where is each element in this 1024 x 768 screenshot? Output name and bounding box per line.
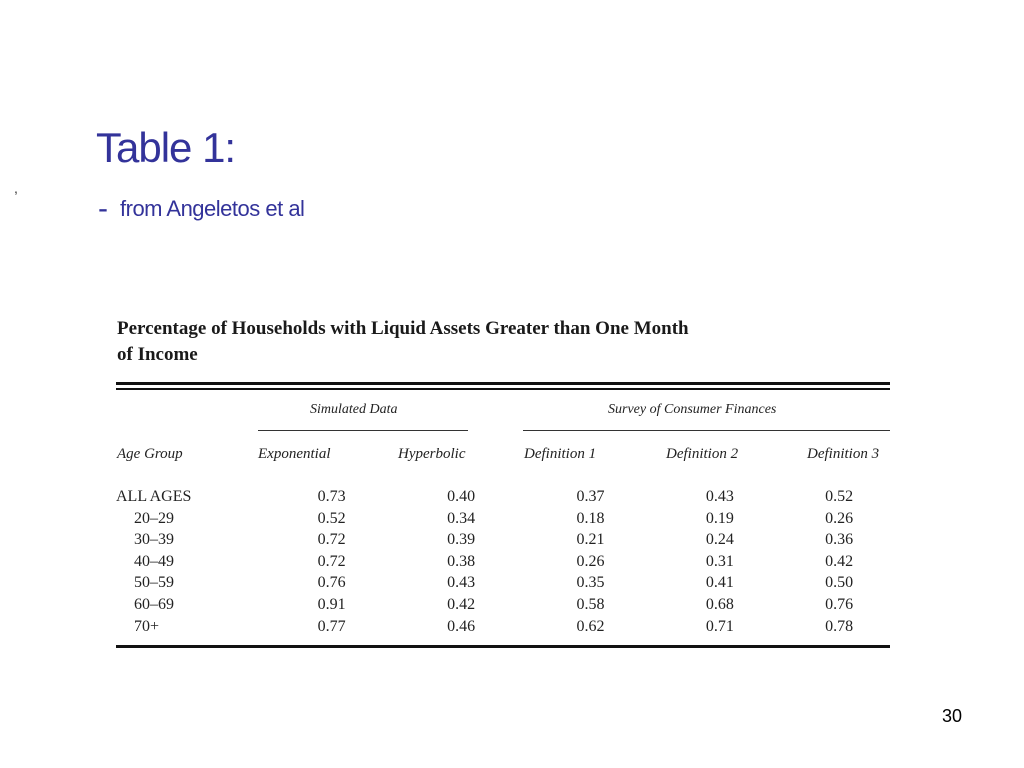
table-cell-hyperbolic: 0.38	[447, 552, 476, 570]
column-header-definition-3: Definition 3	[807, 446, 880, 462]
stray-mark: ,	[14, 180, 18, 196]
table-row	[116, 616, 890, 638]
table-bottom-rule	[116, 645, 890, 648]
table-caption-line2: of Income	[117, 344, 198, 365]
table-row	[116, 594, 890, 616]
column-header-definition-2: Definition 2	[666, 446, 739, 462]
table-cell-hyperbolic: 0.46	[447, 617, 476, 635]
table-cell-definition-1: 0.21	[576, 531, 605, 549]
table-cell-hyperbolic: 0.34	[447, 509, 476, 527]
table-cell-definition-1: 0.35	[576, 574, 605, 592]
table-body	[116, 486, 890, 637]
table-cell-exponential: 0.72	[317, 552, 346, 570]
data-table	[116, 486, 890, 637]
table-cell-age: 60–69	[134, 595, 174, 613]
column-header-exponential: Exponential	[258, 446, 331, 462]
table-cell-definition-2: 0.68	[705, 595, 734, 613]
table-cell-age: 20–29	[134, 509, 174, 527]
table-row	[116, 486, 890, 508]
table-cell-hyperbolic: 0.43	[447, 574, 476, 592]
table-cell-exponential: 0.52	[317, 509, 346, 527]
table-cell-definition-1: 0.62	[576, 617, 605, 635]
table-cell-definition-1: 0.37	[576, 488, 605, 505]
table-cell-age: 50–59	[134, 574, 174, 592]
column-header-age-group: Age Group	[117, 446, 183, 462]
table-row	[116, 572, 890, 594]
table-top-rule-double	[116, 388, 890, 390]
group-header-simulated: Simulated Data	[310, 402, 398, 417]
table-cell-age: 30–39	[134, 531, 174, 549]
table-cell-definition-3: 0.36	[825, 531, 854, 549]
table-cell-exponential: 0.73	[317, 488, 346, 505]
table-cell-age: 40–49	[134, 552, 174, 570]
table-cell-definition-2: 0.71	[705, 617, 734, 635]
subtitle-text: from Angeletos et al	[120, 196, 305, 221]
table-top-rule	[116, 382, 890, 385]
table-cell-definition-3: 0.52	[825, 488, 854, 505]
table-cell-definition-3: 0.76	[825, 595, 854, 613]
table-cell-exponential: 0.76	[317, 574, 346, 592]
column-header-definition-1: Definition 1	[524, 446, 597, 462]
table-cell-exponential: 0.72	[317, 531, 346, 549]
column-header-hyperbolic: Hyperbolic	[398, 446, 466, 462]
slide-title: Table 1:	[96, 124, 236, 171]
slide-subtitle	[98, 192, 304, 226]
table-cell-definition-2: 0.24	[705, 531, 734, 549]
table-cell-definition-2: 0.31	[705, 552, 734, 570]
table-cell-definition-1: 0.58	[576, 595, 605, 613]
table-cell-definition-3: 0.78	[825, 617, 854, 635]
table-cell-exponential: 0.77	[317, 617, 346, 635]
table-cell-definition-3: 0.50	[825, 574, 854, 592]
table-cell-age: 70+	[134, 617, 160, 635]
table-caption-line1: Percentage of Households with Liquid Assets Greater than One Month	[117, 318, 689, 339]
table-cell-hyperbolic: 0.39	[447, 531, 476, 549]
table-cell-definition-3: 0.42	[825, 552, 854, 570]
group-rule-survey	[523, 430, 890, 431]
table-cell-definition-2: 0.19	[705, 509, 734, 527]
table-row	[116, 508, 890, 530]
subtitle-dash: -	[98, 192, 108, 225]
table-cell-definition-2: 0.41	[705, 574, 734, 592]
table-cell-hyperbolic: 0.42	[447, 595, 476, 613]
table-row	[116, 529, 890, 551]
table-row	[116, 551, 890, 573]
table-cell-definition-3: 0.26	[825, 509, 854, 527]
group-rule-simulated	[258, 430, 468, 431]
table-cell-definition-2: 0.43	[705, 488, 734, 505]
table-cell-definition-1: 0.26	[576, 552, 605, 570]
table-cell-definition-1: 0.18	[576, 509, 605, 527]
group-header-survey: Survey of Consumer Finances	[608, 402, 777, 417]
table-caption	[117, 316, 837, 368]
table-cell-hyperbolic: 0.40	[447, 488, 476, 505]
table-cell-age: ALL AGES	[116, 488, 192, 505]
page-number: 30	[941, 706, 962, 726]
table-cell-exponential: 0.91	[317, 595, 346, 613]
